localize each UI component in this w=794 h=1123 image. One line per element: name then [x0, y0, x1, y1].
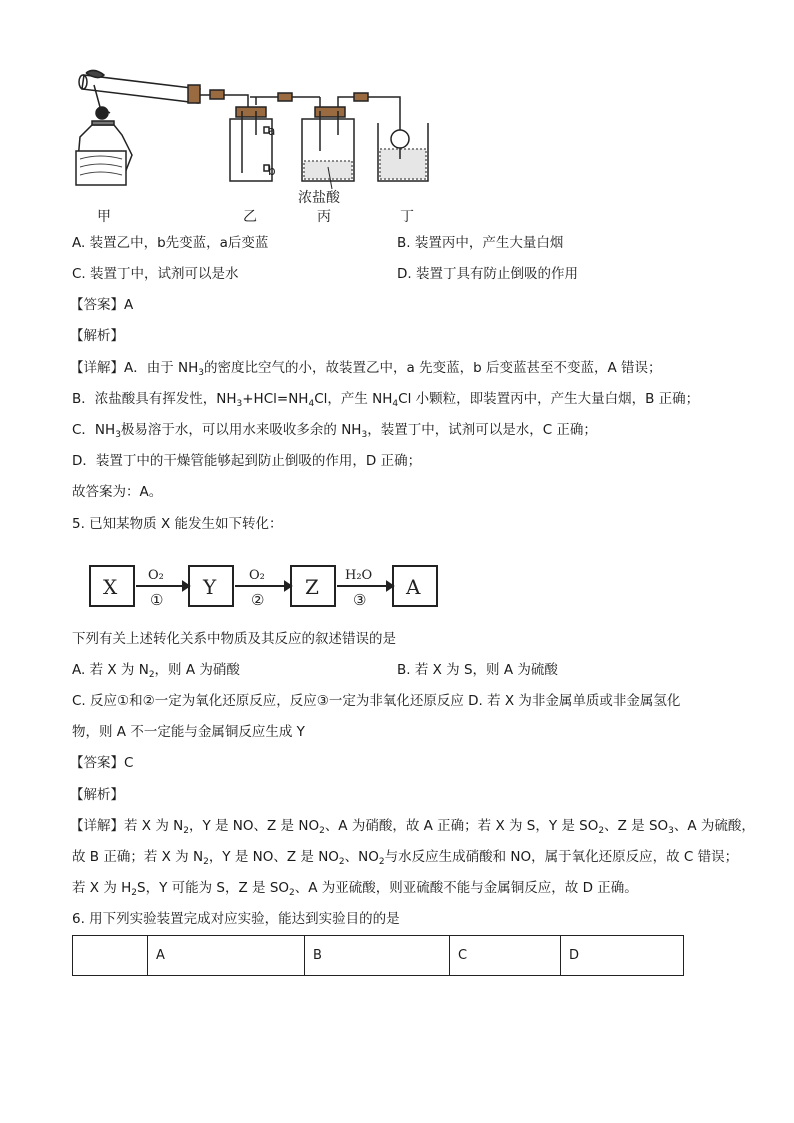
text: 故 B 正确；若 X 为 N	[72, 849, 204, 865]
apparatus-bing	[302, 107, 354, 189]
text: B．浓盐酸具有挥发性，NH	[72, 391, 237, 407]
q5-analysis-tag: 【解析】	[70, 787, 124, 803]
q4-analysis-tag: 【解析】	[70, 328, 124, 344]
chain-r1-number: ①	[150, 591, 164, 609]
q4-option-c: C. 装置丁中，试剂可以是水	[72, 266, 239, 282]
detail-tag: 【详解】	[70, 818, 124, 834]
detail-tag: 【详解】	[70, 360, 124, 376]
sub: 3	[361, 430, 368, 440]
sub: 2	[289, 888, 295, 898]
text: 极易溶于水，可以用水来吸收多余的 NH	[120, 422, 362, 438]
q4-option-d: D. 装置丁具有防止倒吸的作用	[397, 266, 578, 282]
text: 、Z 是 SO	[604, 818, 669, 834]
text: ，装置丁中，试剂可以是水，C 正确；	[367, 422, 597, 438]
q5-detail-3	[72, 878, 638, 898]
text: 、A 为硝酸，故 A 正确；若 X 为 S，Y 是 SO	[324, 818, 599, 834]
text: A. 若 X 为 N	[72, 662, 149, 678]
apparatus-jia	[76, 70, 200, 185]
apparatus-figure	[70, 55, 430, 205]
sub: 3	[236, 399, 243, 409]
table-cell-b: B	[305, 936, 450, 976]
label-b: b	[268, 164, 276, 178]
table-row	[73, 936, 684, 976]
sub: 4	[392, 399, 399, 409]
text: Cl，产生 NH	[314, 391, 393, 407]
q5-detail-1	[70, 816, 755, 836]
q4-conclusion: 故答案为：A。	[72, 484, 163, 500]
q6-options-table	[72, 935, 684, 976]
sub: 3	[198, 368, 205, 378]
chain-r3-number: ③	[353, 591, 367, 609]
label-bing: 丙	[317, 209, 331, 225]
chain-z: Z	[305, 575, 319, 599]
q4-detail-a	[70, 358, 661, 378]
table-cell-c: C	[450, 936, 561, 976]
sub: 2	[319, 826, 325, 836]
text: 与水反应生成硝酸和 NO，属于氧化还原反应，故 C 错误；	[384, 849, 739, 865]
text: ，Y 是 NO、Z 是 NO	[188, 818, 320, 834]
label-yi: 乙	[243, 209, 257, 225]
text: +HCl=NH	[242, 391, 309, 407]
q4-answer	[70, 295, 133, 315]
text: ，则 A 为硝酸	[154, 662, 240, 678]
answer-tag: 【答案】	[70, 297, 124, 313]
sub: 2	[598, 826, 605, 836]
text: S，Y 可能为 S，Z 是 SO	[137, 880, 290, 896]
q4-detail-b	[72, 389, 699, 409]
text: 、A 为亚硫酸，则亚硫酸不能与金属铜反应，故 D 正确。	[294, 880, 638, 896]
text: ，Y 是 NO、Z 是 NO	[208, 849, 339, 865]
answer-value: C	[124, 755, 134, 771]
text: 、A 为硫酸，	[673, 818, 755, 834]
q5-option-a	[72, 660, 240, 680]
q5-option-c: C. 反应①和②一定为氧化还原反应，反应③一定为非氧化还原反应 D. 若 X 为非金属单质或非金属氢化	[72, 693, 681, 709]
label-jia: 甲	[97, 209, 111, 225]
table-cell-d: D	[561, 936, 684, 976]
text: Cl 小颗粒，即装置丙中，产生大量白烟，B 正确；	[398, 391, 700, 407]
q4-option-a: A. 装置乙中，b先变蓝，a后变蓝	[72, 235, 269, 251]
sub: 2	[338, 857, 345, 867]
label-ding: 丁	[400, 209, 414, 225]
apparatus-yi	[230, 107, 272, 181]
label-acid: 浓盐酸	[298, 190, 340, 206]
sub: 3	[668, 826, 674, 836]
text: 若 X 为 H	[72, 880, 132, 896]
sub: 2	[131, 888, 138, 898]
q5-detail-2	[72, 847, 738, 867]
answer-value: A	[124, 297, 134, 313]
q5-question: 下列有关上述转化关系中物质及其反应的叙述错误的是	[72, 631, 396, 647]
q5-conversion-chain	[85, 552, 445, 612]
q4-detail-c	[72, 420, 597, 440]
q4-option-b: B. 装置丙中，产生大量白烟	[397, 235, 564, 251]
text: A．由于 NH	[124, 360, 199, 376]
sub: 2	[183, 826, 189, 836]
chain-r1-reagent: O₂	[148, 568, 164, 583]
text: 、NO	[344, 849, 379, 865]
sub: 2	[148, 670, 155, 680]
label-a: a	[268, 124, 276, 138]
text: 若 X 为 N	[124, 818, 184, 834]
text: C．NH	[72, 422, 116, 438]
chain-x: X	[103, 575, 118, 599]
q5-option-c-cont: 物，则 A 不一定能与金属铜反应生成 Y	[72, 724, 305, 740]
chain-r3-reagent: H₂O	[345, 568, 373, 583]
table-cell-a: A	[148, 936, 305, 976]
table-cell	[73, 936, 148, 976]
q5-answer	[70, 753, 133, 773]
q4-detail-d: D．装置丁中的干燥管能够起到防止倒吸的作用，D 正确；	[72, 453, 422, 469]
chain-a: A	[406, 575, 421, 599]
sub: 2	[203, 857, 209, 867]
chain-r2-number: ②	[251, 591, 265, 609]
answer-tag: 【答案】	[70, 755, 124, 771]
sub: 2	[378, 857, 385, 867]
q5-stem: 5. 已知某物质 X 能发生如下转化：	[72, 516, 283, 532]
chain-r2-reagent: O₂	[249, 568, 265, 583]
sub: 3	[115, 430, 121, 440]
text: 的密度比空气的小，故装置乙中，a 先变蓝，b 后变蓝甚至不变蓝，A 错误；	[204, 360, 662, 376]
sub: 4	[308, 399, 315, 409]
chain-y: Y	[203, 575, 217, 599]
q5-option-b: B. 若 X 为 S，则 A 为硫酸	[397, 662, 558, 678]
q6-stem: 6. 用下列实验装置完成对应实验，能达到实验目的的是	[72, 911, 400, 927]
apparatus-ding	[378, 115, 428, 181]
